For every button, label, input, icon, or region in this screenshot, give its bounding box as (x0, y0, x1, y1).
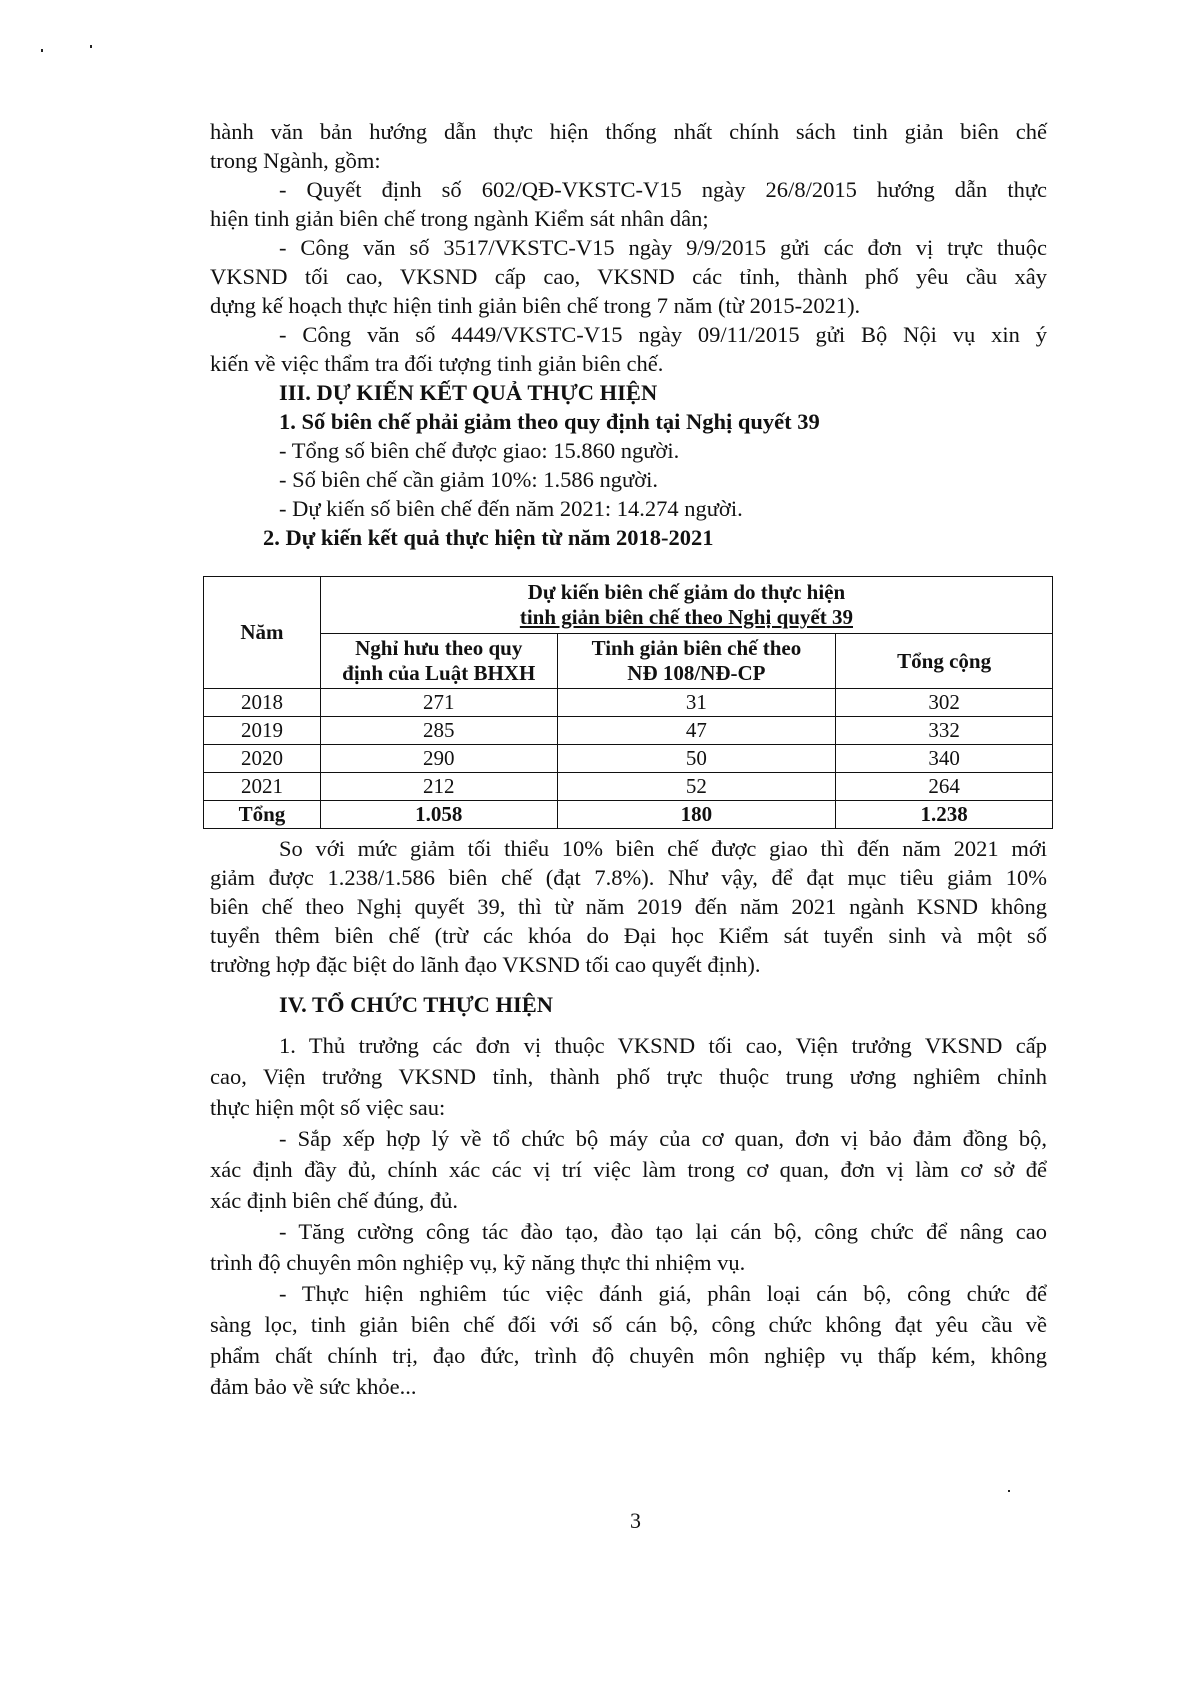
cell-year: 2019 (204, 717, 321, 745)
cell-total: 340 (836, 745, 1053, 773)
cell-total: 302 (836, 689, 1053, 717)
header-reduction (557, 634, 836, 689)
cell-reduce: 47 (557, 717, 836, 745)
bullet-expected-2021: - Dự kiến số biên chế đến năm 2021: 14.274 người. (279, 496, 743, 521)
cell-year: 2018 (204, 689, 321, 717)
table-subheader-row (204, 634, 1053, 689)
doc-item-3-line-2: kiến về việc thẩm tra đối tượng tinh giản biên chế. (210, 351, 664, 376)
section-4-para-line-1: 1. Thủ trưởng các đơn vị thuộc VKSND tối cao, Viện trưởng VKSND cấp (279, 1033, 1047, 1058)
task-2-line-2: trình độ chuyên môn nghiệp vụ, kỹ năng thực thi nhiệm vụ. (210, 1250, 746, 1275)
intro-line-1: hành văn bản hướng dẫn thực hiện thống nhất chính sách tinh giản biên chế (210, 119, 1047, 144)
cell-retire: 212 (320, 773, 557, 801)
scan-artifact-dot (90, 45, 92, 48)
header-year: Năm (204, 577, 321, 689)
cell-retire: 285 (320, 717, 557, 745)
table-total-row (204, 801, 1053, 829)
section-4-title: IV. TỔ CHỨC THỰC HIỆN (279, 992, 554, 1017)
scan-artifact-dot (41, 49, 43, 52)
header-group (320, 577, 1052, 634)
intro-line-2: trong Ngành, gồm: (210, 148, 381, 173)
cell-sum-label: Tổng (204, 801, 321, 829)
section-3-title: III. DỰ KIẾN KẾT QUẢ THỰC HIỆN (279, 380, 658, 405)
section-3-subheading-2: 2. Dự kiến kết quả thực hiện từ năm 2018-2021 (263, 525, 714, 550)
table-header-row (204, 577, 1053, 634)
task-1-line-3: xác định biên chế đúng, đủ. (210, 1188, 459, 1213)
task-3-line-3: phẩm chất chính trị, đạo đức, trình độ chuyên môn nghiệp vụ thấp kém, không (210, 1343, 1047, 1368)
comparison-line-4: tuyển thêm biên chế (trừ các khóa do Đại học Kiểm sát tuyển sinh và một số (210, 923, 1047, 948)
cell-total: 332 (836, 717, 1053, 745)
section-3-subheading-1: 1. Số biên chế phải giảm theo quy định tại Nghị quyết 39 (279, 409, 820, 434)
task-3-line-4: đảm bảo về sức khỏe... (210, 1374, 417, 1399)
header-reduction-line-1: Tinh giản biên chế theo (591, 636, 802, 660)
table-row (204, 773, 1053, 801)
header-retirement-line-1: Nghỉ hưu theo quy (355, 636, 523, 660)
header-retirement-line-2: định của Luật BHXH (342, 661, 536, 685)
cell-sum-retire: 1.058 (320, 801, 557, 829)
comparison-line-2: giảm được 1.238/1.586 biên chế (đạt 7.8%). Như vậy, để đạt mục tiêu giảm 10% (210, 865, 1047, 890)
table-row (204, 717, 1053, 745)
doc-item-1-line-2: hiện tinh giản biên chế trong ngành Kiểm sát nhân dân; (210, 206, 709, 231)
page-number: 3 (630, 1508, 641, 1533)
header-reduction-line-2: NĐ 108/NĐ-CP (627, 661, 766, 685)
task-1-line-1: - Sắp xếp hợp lý về tổ chức bộ máy của cơ quan, đơn vị bảo đảm đồng bộ, (279, 1126, 1047, 1151)
task-3-line-1: - Thực hiện nghiêm túc việc đánh giá, phân loại cán bộ, công chức để (279, 1281, 1047, 1306)
header-retirement (320, 634, 557, 689)
doc-item-1-line-1: - Quyết định số 602/QĐ-VKSTC-V15 ngày 26/8/2015 hướng dẫn thực (279, 177, 1047, 202)
cell-reduce: 31 (557, 689, 836, 717)
bullet-reduce-10: - Số biên chế cần giảm 10%: 1.586 người. (279, 467, 659, 492)
doc-item-2-line-1: - Công văn số 3517/VKSTC-V15 ngày 9/9/2015 gửi các đơn vị trực thuộc (279, 235, 1047, 260)
comparison-line-3: biên chế theo Nghị quyết 39, thì từ năm 2019 đến năm 2021 ngành KSND không (210, 894, 1047, 919)
comparison-line-1: So với mức giảm tối thiểu 10% biên chế được giao thì đến năm 2021 mới (279, 836, 1047, 861)
cell-retire: 271 (320, 689, 557, 717)
comparison-line-5: trường hợp đặc biệt do lãnh đạo VKSND tối cao quyết định). (210, 952, 761, 977)
cell-reduce: 50 (557, 745, 836, 773)
doc-item-2-line-2: VKSND tối cao, VKSND cấp cao, VKSND các tỉnh, thành phố yêu cầu xây (210, 264, 1047, 289)
section-4-para-line-2: cao, Viện trưởng VKSND tỉnh, thành phố trực thuộc trung ương nghiêm chỉnh (210, 1064, 1047, 1089)
cell-year: 2020 (204, 745, 321, 773)
cell-reduce: 52 (557, 773, 836, 801)
cell-sum-total: 1.238 (836, 801, 1053, 829)
bullet-total-staff: - Tổng số biên chế được giao: 15.860 người. (279, 438, 680, 463)
header-group-line-1: Dự kiến biên chế giảm do thực hiện (527, 580, 846, 604)
cell-retire: 290 (320, 745, 557, 773)
cell-year: 2021 (204, 773, 321, 801)
doc-item-3-line-1: - Công văn số 4449/VKSTC-V15 ngày 09/11/2015 gửi Bộ Nội vụ xin ý (279, 322, 1047, 347)
cell-total: 264 (836, 773, 1053, 801)
table-row (204, 745, 1053, 773)
task-2-line-1: - Tăng cường công tác đào tạo, đào tạo lại cán bộ, công chức để nâng cao (279, 1219, 1047, 1244)
task-3-line-2: sàng lọc, tinh giản biên chế đối với số cán bộ, công chức không đạt yêu cầu về (210, 1312, 1047, 1337)
task-1-line-2: xác định đầy đủ, chính xác các vị trí việc làm trong cơ quan, đơn vị làm cơ sở để (210, 1157, 1047, 1182)
scan-artifact-dot (1008, 1490, 1010, 1492)
header-group-line-2: tinh giản biên chế theo Nghị quyết 39 (519, 605, 853, 629)
section-4-para-line-3: thực hiện một số việc sau: (210, 1095, 446, 1120)
doc-item-2-line-3: dựng kế hoạch thực hiện tinh giản biên chế trong 7 năm (từ 2015-2021). (210, 293, 861, 318)
header-total: Tổng cộng (836, 634, 1053, 689)
table-row (204, 689, 1053, 717)
reduction-table (203, 576, 1053, 829)
cell-sum-reduce: 180 (557, 801, 836, 829)
